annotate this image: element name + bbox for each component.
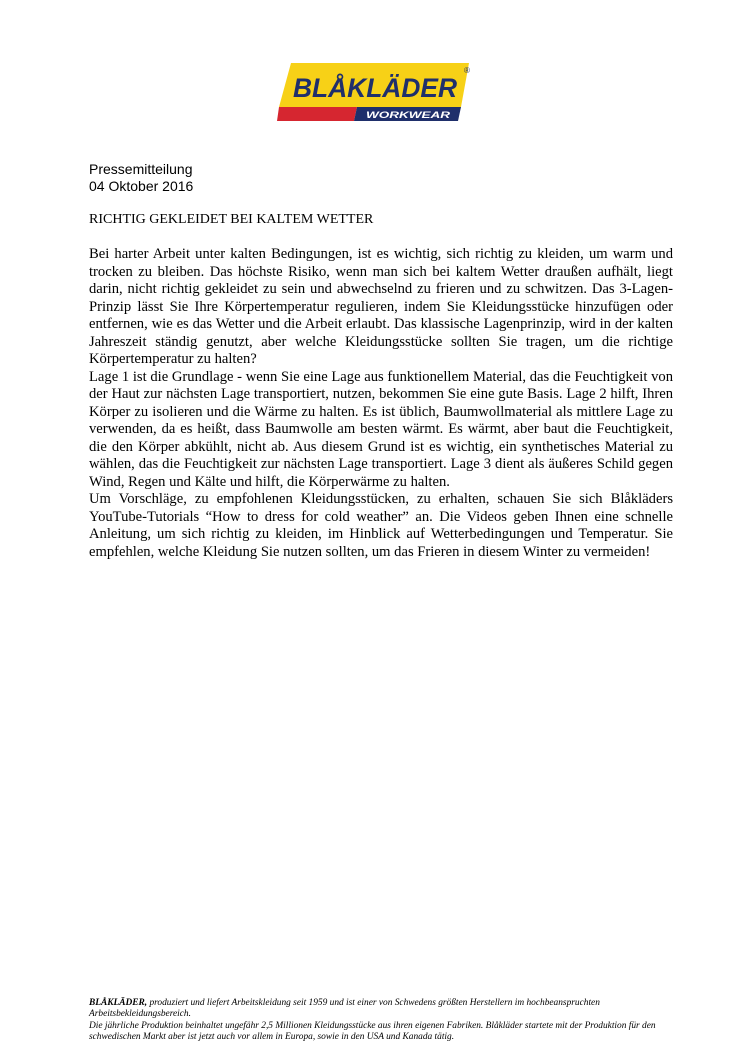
document-type: Pressemitteilung [89, 161, 193, 177]
logo-wordmark: BLÅKLÄDER [293, 73, 461, 103]
logo-red-band [277, 107, 357, 121]
paragraph-layers: Lage 1 ist die Grundlage - wenn Sie eine Lage aus funktionellem Material, das die Feuchtigkeit von der Haut zur nächsten Lage transportiert, nutzen, bekommen Sie eine gute Basis. Lage 2 hilft, Ihren Körper zu isolieren und die Wärme zu halten. Es ist üblich, Baumwollmaterial als mittlere Lage zu verwenden, da es heißt, dass Baumwolle am besten wärmt. Es wärmt, aber baut die Feuchtigkeit, die den Körper abkühlt, nicht ab. Aus diesem Grund ist es wichtig, ein synthetisches Material zu wählen, das die Feuchtigkeit zur nächsten Lage transportiert. Lage 3 dient als äußeres Schild gegen Wind, Regen und Kälte und hilft, die Körperwärme zu halten. [89, 368, 673, 490]
footer-brand: BLÅKLÄDER, [89, 998, 148, 1008]
logo-subtitle: WORKWEAR [366, 110, 451, 120]
page-title: RICHTIG GEKLEIDET BEI KALTEM WETTER [89, 212, 374, 227]
paragraph-tutorials: Um Vorschläge, zu empfohlenen Kleidungsstücken, zu erhalten, schauen Sie sich Blåkläders YouTube-Tutorials “How to dress for cold weather” an. Die Videos geben Ihnen eine schnelle Anleitung, um sich richtig zu kleiden, im Hinblick auf Wetterbedingungen und Temperatur. Sie empfehlen, welche Kleidung Sie nutzen sollten, um das Frieren in diesem Winter zu vermeiden! [89, 491, 673, 560]
press-header [89, 161, 193, 195]
footer-line-1 [89, 998, 673, 1021]
article-body [89, 246, 673, 561]
footer-line-1-text: produziert und liefert Arbeitskleidung seit 1959 und ist einer von Schwedens größten Herstellern im hochbeanspruchten Arbeitsbekleidungsbereich. [89, 998, 600, 1020]
release-date: 04 Oktober 2016 [89, 178, 194, 194]
paragraph-intro: Bei harter Arbeit unter kalten Bedingungen, ist es wichtig, sich richtig zu kleiden, um warm und trocken zu bleiben. Das höchste Risiko, wenn man sich bei kaltem Wetter draußen aufhält, liegt darin, nicht richtig gekleidet zu sein und abwechselnd zu frieren und zu schwitzen. Das 3-Lagen-Prinzip lässt Sie Ihre Körpertemperatur regulieren, indem Sie Kleidungsstücke hinzufügen oder entfernen, wie es das Wetter und die Arbeit erlaubt. Das klassische Lagenprinzip, wird in der kalten Jahreszeit ständig genutzt, aber welche Kleidungsstücke sollten Sie tragen, um die richtige Körpertemperatur zu halten? [89, 246, 673, 367]
brand-logo [277, 61, 471, 123]
logo-registered-mark: ® [464, 66, 470, 75]
footer-line-2: Die jährliche Produktion beinhaltet ungefähr 2,5 Millionen Kleidungsstücke aus ihren eigenen Fabriken. Blåkläder startete mit der Produktion für den schwedischen Markt aber ist jetzt auch vor allem in Europa, sowie in den USA und Kanada tätig. [89, 1020, 656, 1043]
company-footer [89, 998, 673, 1044]
